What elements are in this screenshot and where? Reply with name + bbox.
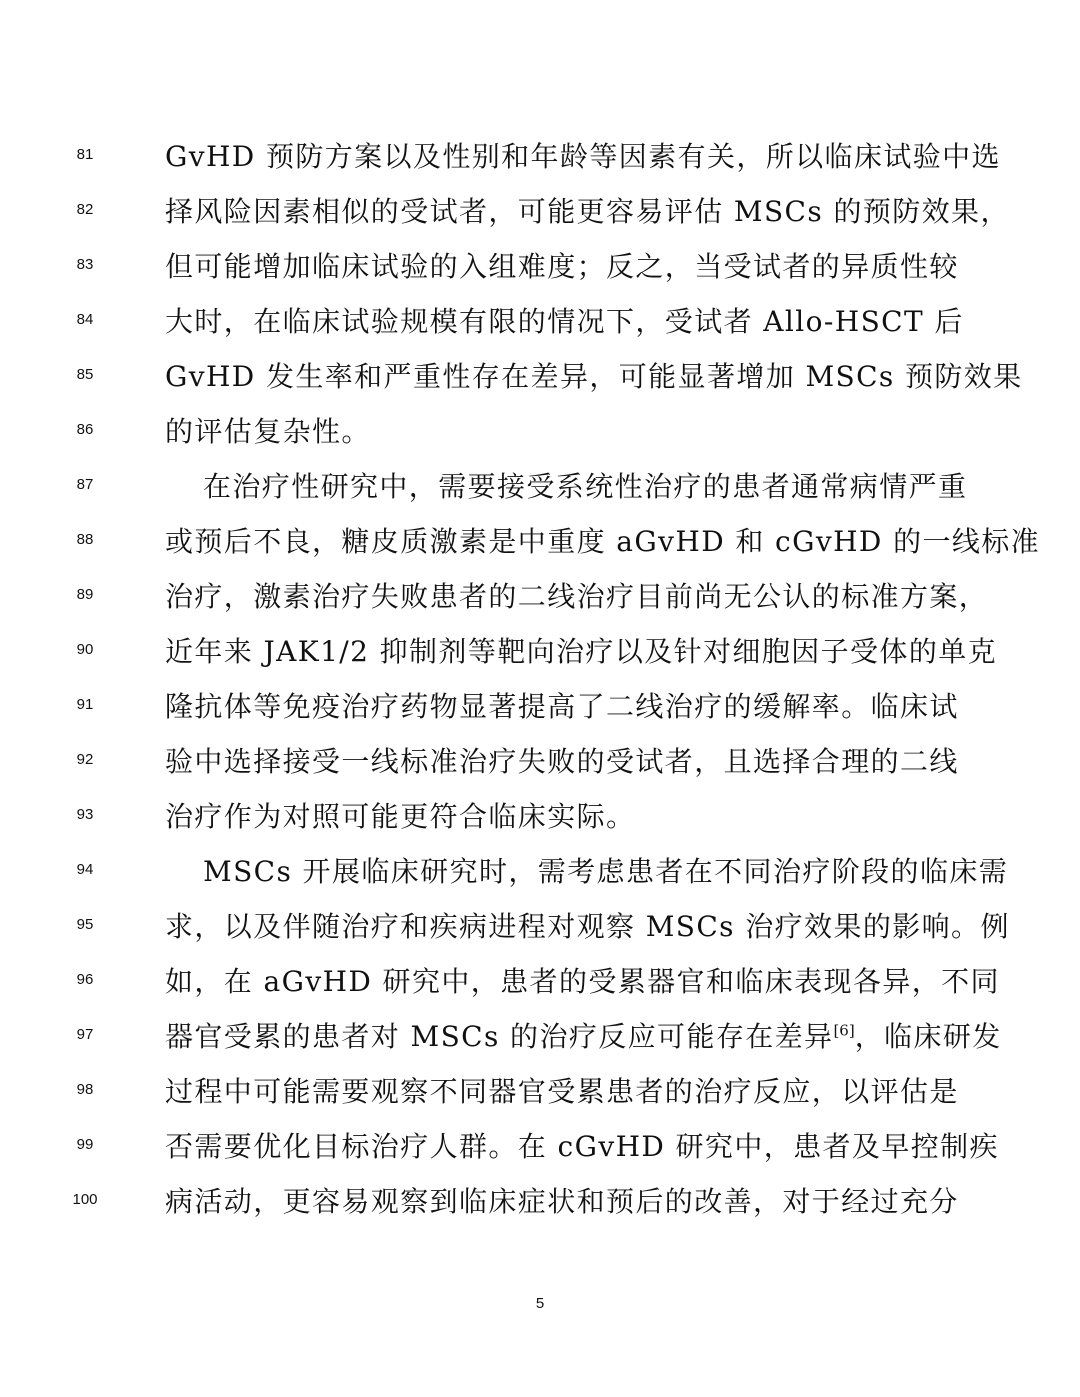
text-line [0, 956, 1080, 1010]
line-text: 近年来 JAK1/2 抑制剂等靶向治疗以及针对细胞因子受体的单克 [165, 635, 998, 668]
text-line [0, 736, 1080, 790]
line-text: 择风险因素相似的受试者，可能更容易评估 MSCs 的预防效果， [165, 195, 1010, 228]
page-number: 5 [535, 1295, 545, 1312]
line-number: 87 [76, 476, 94, 493]
line-text: 如，在 aGvHD 研究中，患者的受累器官和临床表现各异，不同 [165, 965, 1000, 998]
line-number: 96 [76, 971, 94, 988]
line-number: 97 [76, 1026, 94, 1043]
line-number: 82 [76, 201, 94, 218]
line-text: 隆抗体等免疫治疗药物显著提高了二线治疗的缓解率。临床试 [165, 690, 959, 723]
line-number: 99 [76, 1136, 94, 1153]
text-line [0, 1066, 1080, 1120]
text-line [0, 186, 1080, 240]
text-line [0, 241, 1080, 295]
line-number: 84 [76, 311, 94, 328]
text-line [0, 1121, 1080, 1175]
line-number: 81 [76, 146, 94, 163]
text-line [0, 1011, 1080, 1065]
text-line [0, 351, 1080, 405]
line-text: 但可能增加临床试验的入组难度；反之，当受试者的异质性较 [165, 250, 959, 283]
line-number: 88 [76, 531, 94, 548]
line-number: 100 [72, 1191, 98, 1208]
text-line [0, 406, 1080, 460]
line-number: 94 [76, 861, 94, 878]
line-number: 83 [76, 256, 94, 273]
citation-reference: [6] [833, 1021, 855, 1040]
line-number: 93 [76, 806, 94, 823]
line-text: 求，以及伴随治疗和疾病进程对观察 MSCs 治疗效果的影响。例 [165, 910, 1010, 943]
line-text: 在治疗性研究中，需要接受系统性治疗的患者通常病情严重 [203, 470, 968, 503]
line-number: 90 [76, 641, 94, 658]
line-text: 否需要优化目标治疗人群。在 cGvHD 研究中，患者及早控制疾 [165, 1130, 999, 1163]
line-text: 治疗作为对照可能更符合临床实际。 [165, 800, 636, 833]
text-line [0, 791, 1080, 845]
line-number: 91 [76, 696, 94, 713]
text-line [0, 571, 1080, 625]
text-line [0, 846, 1080, 900]
line-text: MSCs 开展临床研究时，需考虑患者在不同治疗阶段的临床需 [203, 855, 1009, 888]
line-number: 89 [76, 586, 94, 603]
text-line [0, 461, 1080, 515]
line-number: 92 [76, 751, 94, 768]
line-number: 98 [76, 1081, 94, 1098]
line-number: 85 [76, 366, 94, 383]
text-line [0, 901, 1080, 955]
line-text: GvHD 预防方案以及性别和年龄等因素有关，所以临床试验中选 [165, 140, 1001, 173]
line-text: 病活动，更容易观察到临床症状和预后的改善，对于经过充分 [165, 1185, 959, 1218]
text-line [0, 296, 1080, 350]
text-line [0, 1176, 1080, 1230]
line-text: 大时，在临床试验规模有限的情况下，受试者 Allo-HSCT 后 [165, 305, 964, 338]
line-text-part: 器官受累的患者对 MSCs 的治疗反应可能存在差异 [165, 1020, 834, 1053]
text-line [0, 681, 1080, 735]
line-text: 治疗，激素治疗失败患者的二线治疗目前尚无公认的标准方案， [165, 580, 989, 613]
line-text: GvHD 发生率和严重性存在差异，可能显著增加 MSCs 预防效果 [165, 360, 1023, 393]
line-number: 86 [76, 421, 94, 438]
text-line [0, 626, 1080, 680]
text-line [0, 131, 1080, 185]
line-text: 验中选择接受一线标准治疗失败的受试者，且选择合理的二线 [165, 745, 959, 778]
line-text: 的评估复杂性。 [165, 415, 371, 448]
line-text: 或预后不良，糖皮质激素是中重度 aGvHD 和 cGvHD 的一线标准 [165, 525, 1041, 558]
text-line [0, 516, 1080, 570]
line-text [165, 1015, 1002, 1059]
line-text: 过程中可能需要观察不同器官受累患者的治疗反应，以评估是 [165, 1075, 959, 1108]
line-number: 95 [76, 916, 94, 933]
line-text-part: ，临床研发 [854, 1020, 1002, 1053]
